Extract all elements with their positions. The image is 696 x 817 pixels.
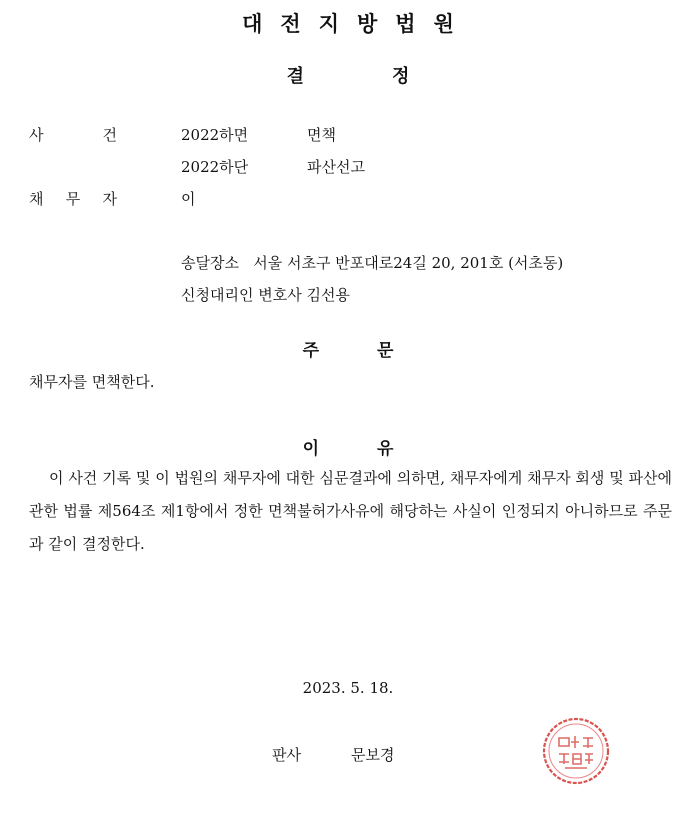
delivery-address: 서울 서초구 반포대로24길 20, 201호 (서초동) <box>253 254 564 272</box>
debtor-name: 이 <box>181 190 196 208</box>
document-title-part2: 정 <box>392 66 410 87</box>
document-title-part1: 결 <box>286 66 304 87</box>
order-heading-part1: 주 <box>302 341 319 361</box>
case-number: 2022하면 <box>181 126 249 144</box>
case-type: 파산선고 <box>307 158 365 176</box>
debtor-label-char: 채 <box>29 190 44 208</box>
case-label-char: 사 <box>29 126 44 144</box>
reason-heading <box>0 434 696 459</box>
decision-date: 2023. 5. 18. <box>302 679 394 697</box>
order-heading <box>0 336 696 361</box>
case-type: 면책 <box>307 126 336 144</box>
judge-title: 판사 <box>272 746 301 764</box>
case-number: 2022하단 <box>181 158 249 176</box>
judge-name: 문보경 <box>351 746 395 764</box>
reason-text: 이 사건 기록 및 이 법원의 채무자에 대한 심문결과에 의하면, 채무자에게 채무자 회생 및 파산에 관한 법률 제564조 제1항에서 정한 면책불허가사유에 해당하는 사실이 인정되지 아니하므로 주문과 같이 결정한다. <box>29 469 672 553</box>
case-label-char: 건 <box>102 126 117 144</box>
court-seal-icon <box>541 716 611 786</box>
applicant-agent: 신청대리인 변호사 김선용 <box>181 286 350 304</box>
reason-heading-part2: 유 <box>377 439 394 459</box>
court-name: 대전지방법원 <box>242 12 472 36</box>
order-text: 채무자를 면책한다. <box>29 373 155 391</box>
delivery-address-label: 송달장소 <box>181 254 239 272</box>
document-title <box>0 62 696 88</box>
delivery-address-row <box>181 252 563 273</box>
debtor-label-char: 자 <box>102 190 117 208</box>
case-label <box>29 124 117 145</box>
reason-heading-part1: 이 <box>302 439 319 459</box>
debtor-label-char: 무 <box>65 190 81 208</box>
order-heading-part2: 문 <box>377 341 394 361</box>
debtor-label <box>29 188 117 209</box>
